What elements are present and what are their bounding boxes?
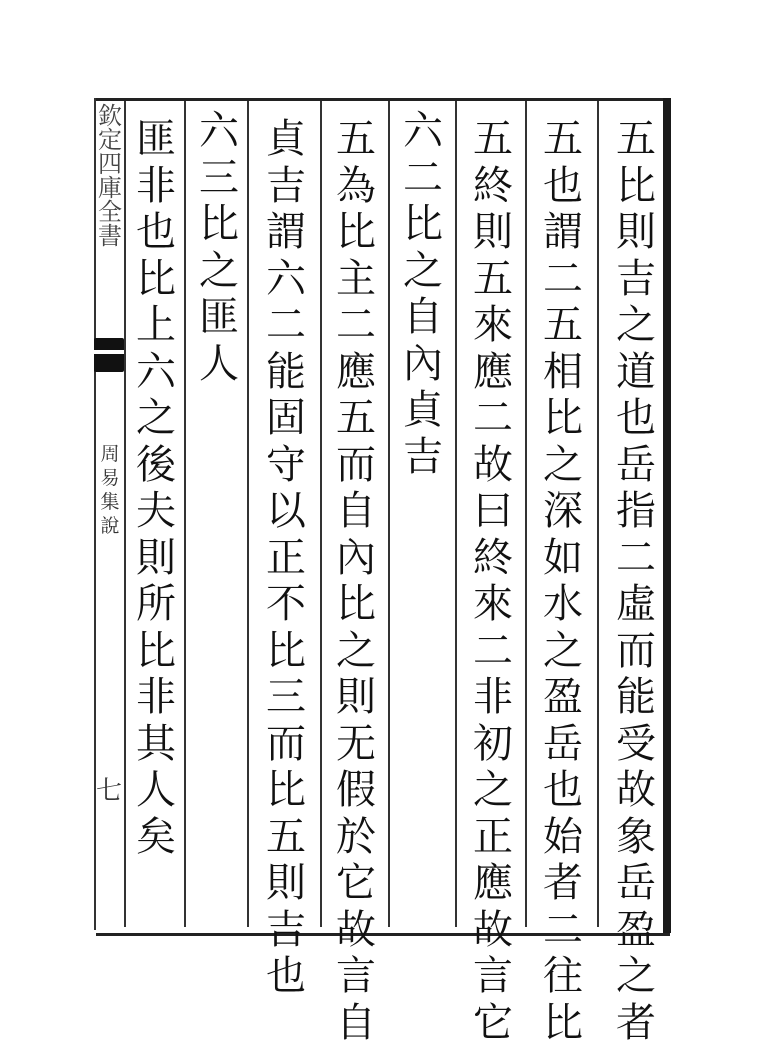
glyph: 說 — [100, 514, 119, 538]
glyph: 不 — [266, 581, 306, 628]
glyph: 夫 — [136, 488, 176, 535]
glyph: 之 — [616, 302, 656, 349]
text-column-2 — [533, 116, 593, 1046]
glyph: 以 — [266, 488, 306, 535]
glyph: 五 — [336, 116, 376, 163]
glyph: 岳 — [616, 442, 656, 489]
glyph: 深 — [543, 488, 583, 535]
glyph: 盈 — [616, 907, 656, 954]
glyph: 二 — [336, 302, 376, 349]
text-column-3 — [463, 116, 523, 1046]
glyph: 主 — [336, 256, 376, 303]
glyph: 吉 — [266, 907, 306, 954]
glyph: 五 — [473, 116, 513, 163]
column-rule — [525, 101, 527, 927]
glyph: 矣 — [136, 814, 176, 861]
glyph: 比 — [336, 581, 376, 628]
glyph: 固 — [266, 395, 306, 442]
glyph: 非 — [136, 163, 176, 210]
glyph: 故 — [616, 767, 656, 814]
text-column-8 — [126, 116, 186, 860]
glyph: 周 — [100, 442, 119, 466]
glyph: 而 — [616, 628, 656, 675]
glyph: 集 — [100, 490, 119, 514]
glyph: 言 — [336, 953, 376, 1000]
glyph: 初 — [473, 721, 513, 768]
glyph: 來 — [473, 581, 513, 628]
glyph: 五 — [543, 302, 583, 349]
glyph: 內 — [403, 341, 443, 388]
glyph: 假 — [336, 767, 376, 814]
glyph: 匪 — [136, 116, 176, 163]
glyph: 故 — [473, 907, 513, 954]
folio-number: 七 — [96, 770, 122, 807]
text-column-4-heading — [393, 108, 453, 480]
glyph: 受 — [616, 721, 656, 768]
glyph: 比 — [616, 163, 656, 210]
glyph: 曰 — [473, 488, 513, 535]
glyph: 則 — [136, 535, 176, 582]
glyph: 謂 — [266, 209, 306, 256]
glyph: 其 — [136, 721, 176, 768]
glyph: 比 — [403, 201, 443, 248]
glyph: 相 — [543, 349, 583, 396]
glyph: 水 — [543, 581, 583, 628]
glyph: 比 — [266, 767, 306, 814]
glyph: 終 — [473, 535, 513, 582]
glyph: 如 — [543, 535, 583, 582]
glyph: 三 — [266, 674, 306, 721]
column-rule — [388, 101, 390, 927]
fishtail-mark — [94, 338, 124, 372]
glyph: 盈 — [543, 674, 583, 721]
glyph: 於 — [336, 814, 376, 861]
glyph: 三 — [199, 155, 239, 202]
glyph: 六 — [403, 108, 443, 155]
glyph: 欽 — [98, 104, 122, 128]
glyph: 故 — [473, 442, 513, 489]
glyph: 比 — [199, 201, 239, 248]
glyph: 貞 — [403, 387, 443, 434]
glyph: 之 — [136, 395, 176, 442]
glyph: 之 — [543, 442, 583, 489]
glyph: 能 — [616, 674, 656, 721]
glyph: 自 — [336, 488, 376, 535]
glyph: 故 — [336, 907, 376, 954]
glyph: 也 — [266, 953, 306, 1000]
glyph: 四 — [98, 152, 122, 176]
glyph: 自 — [336, 1000, 376, 1046]
glyph: 无 — [336, 721, 376, 768]
glyph: 守 — [266, 442, 306, 489]
glyph: 全 — [98, 200, 122, 224]
glyph: 為 — [336, 163, 376, 210]
glyph: 則 — [336, 674, 376, 721]
glyph: 二 — [266, 302, 306, 349]
glyph: 比 — [336, 209, 376, 256]
text-column-1 — [606, 116, 666, 1046]
column-rule — [320, 101, 322, 927]
glyph: 庫 — [98, 176, 122, 200]
column-rule — [597, 101, 599, 927]
text-column-5 — [326, 116, 386, 1046]
column-rule — [455, 101, 457, 927]
glyph: 比 — [543, 1000, 583, 1046]
glyph: 比 — [543, 395, 583, 442]
glyph: 五 — [266, 814, 306, 861]
glyph: 謂 — [543, 209, 583, 256]
glyph: 應 — [473, 860, 513, 907]
glyph: 五 — [473, 256, 513, 303]
glyph: 二 — [473, 395, 513, 442]
glyph: 能 — [266, 349, 306, 396]
glyph: 者 — [616, 1000, 656, 1046]
glyph: 正 — [266, 535, 306, 582]
glyph: 吉 — [616, 256, 656, 303]
glyph: 往 — [543, 953, 583, 1000]
glyph: 貞 — [266, 116, 306, 163]
glyph: 二 — [473, 628, 513, 675]
glyph: 它 — [473, 1000, 513, 1046]
glyph: 來 — [473, 302, 513, 349]
glyph: 也 — [136, 209, 176, 256]
glyph: 書 — [98, 224, 122, 248]
glyph: 五 — [336, 395, 376, 442]
text-column-6 — [256, 116, 316, 1000]
glyph: 二 — [403, 155, 443, 202]
glyph: 應 — [473, 349, 513, 396]
glyph: 始 — [543, 814, 583, 861]
banxin-header — [96, 104, 124, 340]
glyph: 吉 — [403, 434, 443, 481]
glyph: 之 — [473, 767, 513, 814]
glyph: 五 — [543, 116, 583, 163]
glyph: 岳 — [616, 860, 656, 907]
glyph: 定 — [98, 128, 122, 152]
glyph: 正 — [473, 814, 513, 861]
glyph: 匪 — [199, 294, 239, 341]
glyph: 道 — [616, 349, 656, 396]
glyph: 終 — [473, 163, 513, 210]
glyph: 而 — [336, 442, 376, 489]
glyph: 而 — [266, 721, 306, 768]
glyph: 應 — [336, 349, 376, 396]
glyph: 六 — [266, 256, 306, 303]
glyph: 也 — [543, 767, 583, 814]
glyph: 指 — [616, 488, 656, 535]
glyph: 後 — [136, 442, 176, 489]
book-title — [99, 442, 121, 538]
glyph: 上 — [136, 302, 176, 349]
glyph: 比 — [136, 628, 176, 675]
glyph: 所 — [136, 581, 176, 628]
glyph: 言 — [473, 953, 513, 1000]
glyph: 非 — [136, 674, 176, 721]
glyph: 岳 — [543, 721, 583, 768]
glyph: 二 — [616, 535, 656, 582]
glyph: 之 — [199, 248, 239, 295]
glyph: 之 — [616, 953, 656, 1000]
glyph: 虛 — [616, 581, 656, 628]
glyph: 二 — [543, 256, 583, 303]
glyph: 五 — [616, 116, 656, 163]
glyph: 則 — [473, 209, 513, 256]
glyph: 之 — [403, 248, 443, 295]
glyph: 之 — [543, 628, 583, 675]
glyph: 六 — [136, 349, 176, 396]
glyph: 非 — [473, 674, 513, 721]
glyph: 吉 — [266, 163, 306, 210]
text-column-7-heading — [189, 108, 249, 387]
glyph: 也 — [616, 395, 656, 442]
glyph: 它 — [336, 860, 376, 907]
glyph: 比 — [136, 256, 176, 303]
glyph: 則 — [266, 860, 306, 907]
glyph: 則 — [616, 209, 656, 256]
glyph: 象 — [616, 814, 656, 861]
glyph: 自 — [403, 294, 443, 341]
glyph: 易 — [100, 466, 119, 490]
glyph: 者 — [543, 860, 583, 907]
glyph: 二 — [543, 907, 583, 954]
glyph: 人 — [199, 341, 239, 388]
glyph: 人 — [136, 767, 176, 814]
glyph: 內 — [336, 535, 376, 582]
glyph: 比 — [266, 628, 306, 675]
glyph: 之 — [336, 628, 376, 675]
glyph: 也 — [543, 163, 583, 210]
glyph: 六 — [199, 108, 239, 155]
